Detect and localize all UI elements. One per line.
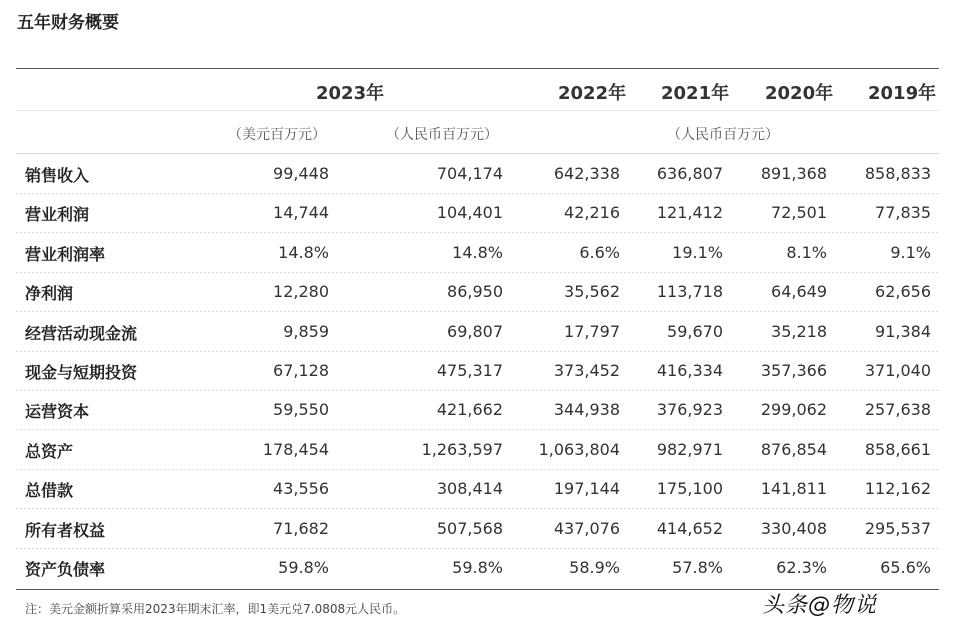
cell-rmb-2022: 642,338 [553, 164, 620, 183]
row-divider [16, 351, 939, 352]
cell-rmb-2019: 112,162 [864, 479, 931, 499]
cell-rmb-2021: 57.8% [672, 558, 723, 577]
cell-usd-2023: 59.8% [278, 558, 329, 577]
cell-rmb-2021: 982,971 [656, 439, 723, 459]
cell-rmb-2020: 64,649 [771, 282, 827, 302]
unit-usd: （美元百万元） [228, 127, 326, 143]
row-divider [16, 232, 939, 233]
cell-rmb-2022: 437,076 [553, 518, 620, 538]
cell-usd-2023: 67,128 [273, 361, 329, 380]
row-divider [16, 390, 939, 391]
cell-rmb-2020: 357,366 [760, 361, 827, 380]
row-label: 所有者权益 [25, 520, 106, 540]
cell-usd-2023: 43,556 [273, 479, 329, 499]
row-label: 总借款 [25, 481, 74, 501]
cell-usd-2023: 12,280 [273, 282, 329, 302]
year-header-2023: 2023年 [316, 83, 385, 104]
cell-rmb-2023: 507,568 [436, 518, 503, 538]
cell-rmb-2023: 475,317 [436, 361, 503, 380]
cell-rmb-2023: 86,950 [447, 282, 503, 302]
year-header-2022: 2022年 [558, 83, 627, 104]
cell-rmb-2019: 62,656 [875, 282, 931, 302]
cell-usd-2023: 14.8% [278, 242, 329, 262]
row-divider [16, 548, 939, 549]
row-label: 净利润 [25, 284, 74, 304]
row-label: 运营资本 [25, 402, 90, 422]
cell-rmb-2021: 376,923 [656, 400, 723, 420]
year-header-2021: 2021年 [661, 83, 730, 104]
cell-rmb-2022: 373,452 [553, 361, 620, 380]
cell-rmb-2019: 295,537 [864, 518, 931, 538]
row-label: 总资产 [25, 441, 74, 461]
footnote: 注：美元金额折算采用2023年期末汇率，即1美元兑7.0808元人民币。 [25, 602, 406, 616]
cell-rmb-2021: 175,100 [656, 479, 723, 499]
row-divider [16, 469, 939, 470]
cell-rmb-2020: 72,501 [771, 203, 827, 223]
row-label: 资产负债率 [25, 560, 106, 579]
cell-rmb-2020: 35,218 [771, 321, 827, 341]
cell-rmb-2023: 14.8% [452, 242, 503, 262]
cell-rmb-2019: 77,835 [875, 203, 931, 223]
page-title: 五年财务概要 [17, 13, 119, 33]
row-label: 营业利润率 [25, 244, 106, 264]
cell-rmb-2021: 59,670 [667, 321, 723, 341]
cell-usd-2023: 14,744 [273, 203, 329, 223]
cell-rmb-2020: 62.3% [776, 558, 827, 577]
cell-rmb-2019: 371,040 [864, 361, 931, 380]
cell-rmb-2021: 121,412 [656, 203, 723, 223]
cell-rmb-2023: 421,662 [436, 400, 503, 420]
cell-rmb-2022: 197,144 [553, 479, 620, 499]
cell-rmb-2022: 58.9% [569, 558, 620, 577]
cell-rmb-2023: 69,807 [447, 321, 503, 341]
row-divider [16, 193, 939, 194]
row-label: 经营活动现金流 [25, 323, 138, 343]
cell-usd-2023: 9,859 [283, 321, 329, 341]
row-divider [16, 508, 939, 509]
cell-rmb-2019: 91,384 [875, 321, 931, 341]
cell-rmb-2022: 344,938 [553, 400, 620, 420]
row-label: 营业利润 [25, 205, 90, 225]
cell-rmb-2022: 6.6% [579, 242, 620, 262]
cell-rmb-2022: 1,063,804 [538, 439, 620, 459]
cell-rmb-2023: 104,401 [436, 203, 503, 223]
row-label: 现金与短期投资 [25, 363, 138, 382]
row-divider [16, 429, 939, 430]
cell-rmb-2020: 299,062 [760, 400, 827, 420]
unit-rmb-2023: （人民币百万元） [386, 127, 498, 143]
year-header-2020: 2020年 [765, 83, 834, 104]
year-header-2019: 2019年 [868, 83, 937, 104]
cell-rmb-2021: 416,334 [656, 361, 723, 380]
cell-usd-2023: 71,682 [273, 518, 329, 538]
cell-rmb-2023: 1,263,597 [421, 439, 503, 459]
cell-rmb-2023: 308,414 [436, 479, 503, 499]
cell-rmb-2021: 19.1% [672, 242, 723, 262]
cell-rmb-2020: 876,854 [760, 439, 827, 459]
cell-rmb-2021: 113,718 [656, 282, 723, 302]
cell-rmb-2023: 59.8% [452, 558, 503, 577]
cell-usd-2023: 59,550 [273, 400, 329, 420]
header-divider [16, 110, 939, 111]
cell-rmb-2019: 858,833 [864, 164, 931, 183]
cell-rmb-2020: 330,408 [760, 518, 827, 538]
table-top-rule [16, 68, 939, 69]
cell-rmb-2021: 636,807 [656, 164, 723, 183]
cell-rmb-2021: 414,652 [656, 518, 723, 538]
cell-rmb-2019: 858,661 [864, 439, 931, 459]
watermark: 头条@物说 [762, 593, 878, 618]
cell-rmb-2023: 704,174 [436, 164, 503, 183]
unit-rmb-history: （人民币百万元） [667, 127, 779, 143]
cell-rmb-2019: 257,638 [864, 400, 931, 420]
row-divider [16, 311, 939, 312]
cell-usd-2023: 99,448 [273, 164, 329, 183]
cell-rmb-2022: 42,216 [564, 203, 620, 223]
cell-usd-2023: 178,454 [262, 439, 329, 459]
unit-divider [16, 153, 939, 154]
cell-rmb-2019: 9.1% [890, 242, 931, 262]
row-divider [16, 272, 939, 273]
cell-rmb-2019: 65.6% [880, 558, 931, 577]
row-label: 销售收入 [25, 166, 90, 185]
cell-rmb-2022: 17,797 [564, 321, 620, 341]
cell-rmb-2020: 891,368 [760, 164, 827, 183]
cell-rmb-2022: 35,562 [564, 282, 620, 302]
cell-rmb-2020: 8.1% [786, 242, 827, 262]
cell-rmb-2020: 141,811 [760, 479, 827, 499]
